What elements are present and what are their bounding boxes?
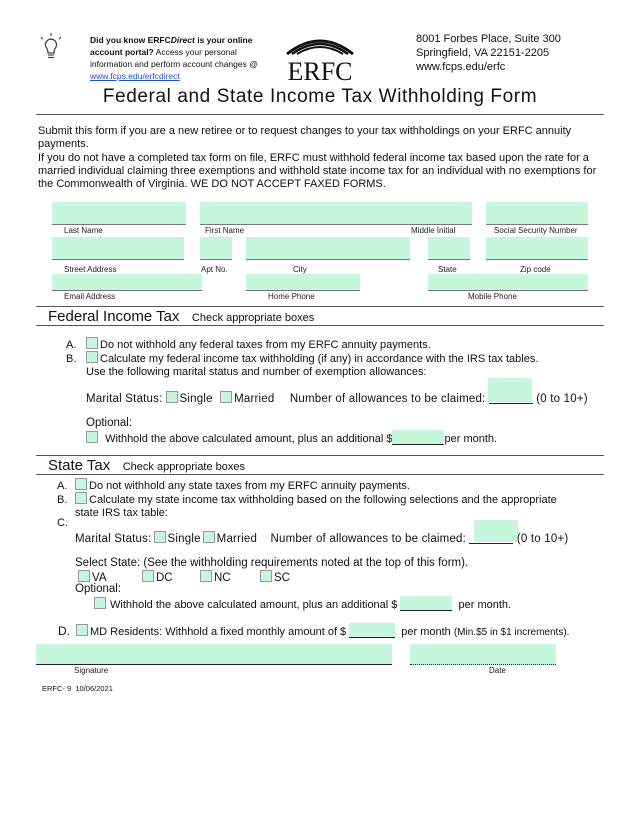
- ssn-label: Social Security Number: [494, 226, 578, 235]
- state-married-label: Married: [216, 533, 258, 545]
- federal-a-letter: A.: [66, 339, 77, 351]
- state-option-d: [58, 623, 569, 638]
- federal-bottom-divider: [36, 325, 604, 326]
- state-nc-label: NC: [214, 572, 231, 584]
- erfcdirect-link[interactable]: www.fcps.edu/erfcdirect: [90, 71, 180, 81]
- first-name-label: First Name: [205, 226, 245, 235]
- state-allowances-label: Number of allowances to be claimed:: [270, 533, 467, 545]
- form-date: 10/06/2021: [75, 684, 113, 693]
- tip-line3: information and perform account changes @: [90, 59, 258, 69]
- email-input[interactable]: [52, 274, 202, 291]
- federal-per-month: per month.: [444, 433, 498, 445]
- state-sc-checkbox[interactable]: [260, 570, 272, 582]
- ssn-input[interactable]: [486, 202, 588, 225]
- state-b-letter: B.: [57, 494, 68, 506]
- federal-married-label: Married: [234, 393, 275, 405]
- federal-optional-label: Optional:: [86, 417, 133, 429]
- erfc-address: [416, 32, 561, 74]
- state-additional-checkbox[interactable]: [94, 597, 106, 609]
- state-sc-label: SC: [274, 572, 290, 584]
- federal-allowances-label: Number of allowances to be claimed:: [289, 393, 486, 405]
- city-label: City: [293, 265, 307, 274]
- state-subtitle: Check appropriate boxes: [122, 461, 246, 473]
- state-b-checkbox[interactable]: [75, 492, 87, 504]
- state-option-b: [57, 492, 557, 520]
- federal-allowances-line: [489, 393, 533, 404]
- zip-label: Zip code: [520, 265, 551, 274]
- state-marital-label: Marital Status:: [75, 533, 152, 545]
- state-additional-amount-input[interactable]: [400, 596, 452, 611]
- state-option-a: [57, 478, 410, 492]
- state-d-per-month: per month: [401, 626, 451, 638]
- date-input[interactable]: [410, 644, 556, 665]
- apt-input[interactable]: [200, 237, 232, 260]
- tip-direct: Direct: [170, 35, 195, 45]
- address-line2: Springfield, VA 22151-2205: [416, 47, 550, 59]
- state-additional-text: Withhold the above calculated amount, plus an additional $: [110, 599, 398, 611]
- state-choices: [78, 570, 290, 584]
- portal-tip: [90, 34, 280, 82]
- federal-additional-amount-input[interactable]: [392, 430, 444, 445]
- state-va-checkbox[interactable]: [78, 570, 90, 582]
- state-a-checkbox[interactable]: [75, 478, 87, 490]
- federal-single-checkbox[interactable]: [166, 391, 178, 403]
- middle-initial-label: Middle Initial: [411, 226, 456, 235]
- state-d-letter: D.: [58, 624, 70, 638]
- federal-a-checkbox[interactable]: [86, 337, 98, 349]
- zip-input[interactable]: [486, 237, 588, 260]
- tip-line2: account portal?: [90, 47, 154, 57]
- intro-paragraph-2: If you do not have a completed tax form on file, ERFC must withhold federal income tax based upon the rate for a married individual claiming three exemptions and withhold state income tax for an individual with no exemptions for the Commonwealth of Virginia. WE DO NOT ACCEPT FAXED FORMS.: [38, 152, 597, 190]
- federal-b-text: Calculate my federal income tax withholding (if any) in accordance with the IRS tax tables.: [100, 353, 539, 365]
- page-title: Federal and State Income Tax Withholding Form: [102, 86, 538, 107]
- street-label: Street Address: [64, 265, 117, 274]
- home-phone-label: Home Phone: [268, 292, 315, 301]
- lightbulb-icon: [38, 32, 64, 62]
- home-phone-input[interactable]: [246, 274, 360, 291]
- state-dc-label: DC: [156, 572, 173, 584]
- tip-line2b: Access your personal: [153, 47, 237, 57]
- state-optional-label: Optional:: [75, 583, 122, 595]
- logo-arc-icon: [284, 32, 356, 56]
- state-married-checkbox[interactable]: [203, 531, 215, 543]
- intro-paragraph-1: Submit this form if you are a new retiree or to request changes to your tax withholdings on your ERFC annuity payments.: [38, 125, 572, 150]
- federal-b-checkbox[interactable]: [86, 351, 98, 363]
- federal-option-b: [66, 351, 538, 379]
- state-range: (0 to 10+): [516, 533, 569, 545]
- street-input[interactable]: [52, 237, 184, 260]
- state-bottom-divider: [36, 474, 604, 475]
- logo-text: ERFC: [287, 57, 353, 86]
- address-line1: 8001 Forbes Place, Suite 300: [416, 33, 561, 45]
- title-divider: [36, 114, 604, 115]
- apt-label: Apt No.: [201, 265, 228, 274]
- state-a-letter: A.: [57, 480, 68, 492]
- state-b-text: Calculate my state income tax withholding based on the following selections and the appropriate: [89, 494, 557, 506]
- state-nc-checkbox[interactable]: [200, 570, 212, 582]
- state-title: State Tax: [48, 457, 111, 474]
- federal-a-text: Do not withhold any federal taxes from my ERFC annuity payments.: [100, 339, 431, 351]
- state-single-label: Single: [167, 533, 201, 545]
- federal-additional-row: [86, 430, 497, 445]
- federal-top-divider: [36, 306, 604, 307]
- state-b-text2: state IRS tax table:: [75, 507, 168, 519]
- federal-additional-checkbox[interactable]: [86, 431, 98, 443]
- state-per-month: per month.: [458, 599, 512, 611]
- federal-option-a: [66, 337, 431, 351]
- signature-input[interactable]: [36, 644, 392, 665]
- form-footer: [42, 684, 113, 693]
- state-d-text: MD Residents: Withhold a fixed monthly amount of $: [90, 626, 347, 638]
- last-name-input[interactable]: [52, 202, 186, 225]
- state-va-label: VA: [92, 572, 107, 584]
- mobile-phone-input[interactable]: [428, 274, 588, 291]
- state-a-text: Do not withhold any state taxes from my ERFC annuity payments.: [89, 480, 410, 492]
- last-name-label: Last Name: [64, 226, 103, 235]
- federal-subtitle: Check appropriate boxes: [191, 312, 315, 324]
- federal-b-letter: B.: [66, 353, 77, 365]
- state-input[interactable]: [428, 237, 470, 260]
- state-dc-checkbox[interactable]: [142, 570, 154, 582]
- tip-line1c: is your online: [194, 35, 253, 45]
- erfc-logo: [284, 32, 356, 86]
- federal-single-label: Single: [179, 393, 213, 405]
- form-id: ERFC- 9: [42, 684, 72, 693]
- federal-married-checkbox[interactable]: [220, 391, 232, 403]
- tip-line1: Did you know ERFC: [90, 35, 171, 45]
- city-input[interactable]: [246, 237, 410, 260]
- signature-label: Signature: [74, 666, 109, 675]
- state-marital-row: [75, 531, 568, 545]
- federal-title: Federal Income Tax: [48, 308, 180, 325]
- website: www.fcps.edu/erfc: [416, 61, 506, 73]
- md-fixed-amount-input[interactable]: [349, 623, 395, 638]
- state-single-checkbox[interactable]: [154, 531, 166, 543]
- state-c-letter: C.: [57, 517, 68, 529]
- federal-additional-text: Withhold the above calculated amount, plus an additional $: [105, 433, 393, 445]
- state-d-checkbox[interactable]: [76, 624, 88, 636]
- date-label: Date: [489, 666, 506, 675]
- first-name-input[interactable]: [200, 202, 472, 225]
- federal-marital-label: Marital Status:: [86, 393, 163, 405]
- state-heading: [48, 457, 245, 475]
- select-state-text: Select State: (See the withholding requirements noted at the top of this form).: [75, 557, 469, 569]
- state-additional-row: [94, 596, 511, 611]
- federal-marital-row: [86, 391, 588, 405]
- email-label: Email Address: [64, 292, 116, 301]
- state-label: State: [438, 265, 457, 274]
- federal-b-text2: Use the following marital status and number of exemption allowances:: [86, 366, 427, 378]
- mobile-phone-label: Mobile Phone: [468, 292, 517, 301]
- state-d-note: (Min.$5 in $1 increments).: [453, 627, 570, 638]
- federal-range: (0 to 10+): [536, 393, 588, 405]
- state-top-divider: [36, 455, 604, 456]
- federal-heading: [48, 308, 314, 326]
- state-allowances-line: [469, 533, 513, 544]
